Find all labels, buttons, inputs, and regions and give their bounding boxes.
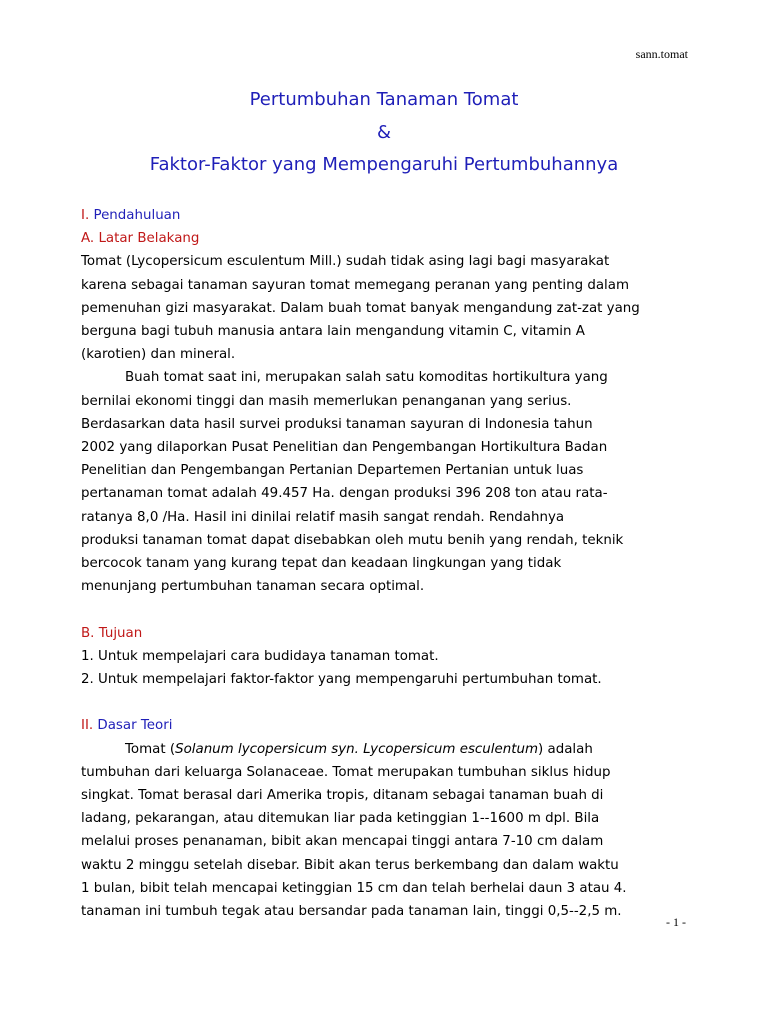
text-run: Tomat (	[125, 741, 176, 757]
paragraph-line: Penelitian dan Pengembangan Pertanian Departemen Pertanian untuk luas	[81, 463, 584, 479]
paragraph-production	[81, 366, 681, 598]
paragraph-line: melalui proses penanaman, bibit akan mencapai tinggi antara 7-10 cm dalam	[81, 834, 604, 850]
paragraph-line: tumbuhan dari keluarga Solanaceae. Tomat merupakan tumbuhan siklus hidup	[81, 764, 611, 780]
goal-item: 1. Untuk mempelajari cara budidaya tanaman tomat.	[81, 648, 439, 664]
subheading-tujuan: B. Tujuan	[81, 625, 143, 641]
paragraph-line: Tomat (Lycopersicum esculentum Mill.) sudah tidak asing lagi bagi masyarakat	[81, 254, 610, 270]
paragraph-line: berguna bagi tubuh manusia antara lain mengandung vitamin C, vitamin A	[81, 324, 585, 340]
document-body	[81, 204, 681, 923]
paragraph-line: singkat. Tomat berasal dari Amerika tropis, ditanam sebagai tanaman buah di	[81, 788, 604, 804]
section-1-title: Pendahuluan	[89, 208, 181, 223]
section-2-title: Dasar Teori	[93, 718, 173, 734]
section-1-number: I.	[81, 208, 90, 223]
page-number: - 1 -	[666, 915, 686, 929]
paragraph-line: pemenuhan gizi masyarakat. Dalam buah tomat banyak mengandung zat-zat yang	[81, 300, 640, 316]
text-run: ) adalah	[538, 741, 593, 757]
spacer	[81, 691, 681, 714]
paragraph-line: produksi tanaman tomat dapat disebabkan oleh mutu benih yang rendah, teknik	[81, 532, 624, 548]
paragraph-intro	[81, 250, 681, 366]
paragraph-line: bernilai ekonomi tinggi dan masih memerlukan penanganan yang serius.	[81, 393, 572, 409]
paragraph-line: karena sebagai tanaman sayuran tomat memegang peranan yang penting dalam	[81, 277, 630, 293]
paragraph-line: (karotien) dan mineral.	[81, 347, 236, 363]
paragraph-line: 1 bulan, bibit telah mencapai ketinggian 15 cm dan telah berhelai daun 3 atau 4.	[81, 880, 627, 896]
title-line-1: Pertumbuhan Tanaman Tomat	[249, 89, 519, 110]
paragraph-line: waktu 2 minggu setelah disebar. Bibit akan terus berkembang dan dalam waktu	[81, 857, 619, 873]
paragraph-line	[81, 738, 681, 761]
paragraph-line: menunjang pertumbuhan tanaman secara optimal.	[81, 579, 425, 595]
paragraph-theory	[81, 738, 681, 924]
spacer	[81, 598, 681, 621]
paragraph-line: ladang, pekarangan, atau ditemukan liar pada ketinggian 1--1600 m dpl. Bila	[81, 811, 600, 827]
scientific-name: Solanum lycopersicum syn. Lycopersicum esculentum	[175, 741, 539, 757]
subheading-latar-belakang: A. Latar Belakang	[81, 231, 200, 247]
paragraph-line: pertanaman tomat adalah 49.457 Ha. dengan produksi 396 208 ton atau rata-	[81, 486, 608, 502]
paragraph-line: Berdasarkan data hasil survei produksi tanaman sayuran di Indonesia tahun	[81, 416, 593, 432]
paragraph-line: tanaman ini tumbuh tegak atau bersandar pada tanaman lain, tinggi 0,5--2,5 m.	[81, 904, 622, 920]
paragraph-line: ratanya 8,0 /Ha. Hasil ini dinilai relatif masih sangat rendah. Rendahnya	[81, 509, 565, 525]
paragraph-line: Buah tomat saat ini, merupakan salah satu komoditas hortikultura yang	[125, 370, 608, 386]
goal-item: 2. Untuk mempelajari faktor-faktor yang mempengaruhi pertumbuhan tomat.	[81, 672, 602, 688]
document-header-tag: sann.tomat	[635, 47, 688, 61]
section-2-number: II.	[81, 718, 94, 734]
title-ampersand: &	[376, 122, 392, 143]
title-line-2: Faktor-Faktor yang Mempengaruhi Pertumbuhannya	[149, 154, 619, 175]
section-1-heading	[81, 204, 681, 227]
paragraph-line: bercocok tanam yang kurang tepat dan keadaan lingkungan yang tidak	[81, 556, 562, 572]
section-2-heading	[81, 714, 681, 737]
paragraph-line: 2002 yang dilaporkan Pusat Penelitian dan Pengembangan Hortikultura Badan	[81, 440, 608, 456]
